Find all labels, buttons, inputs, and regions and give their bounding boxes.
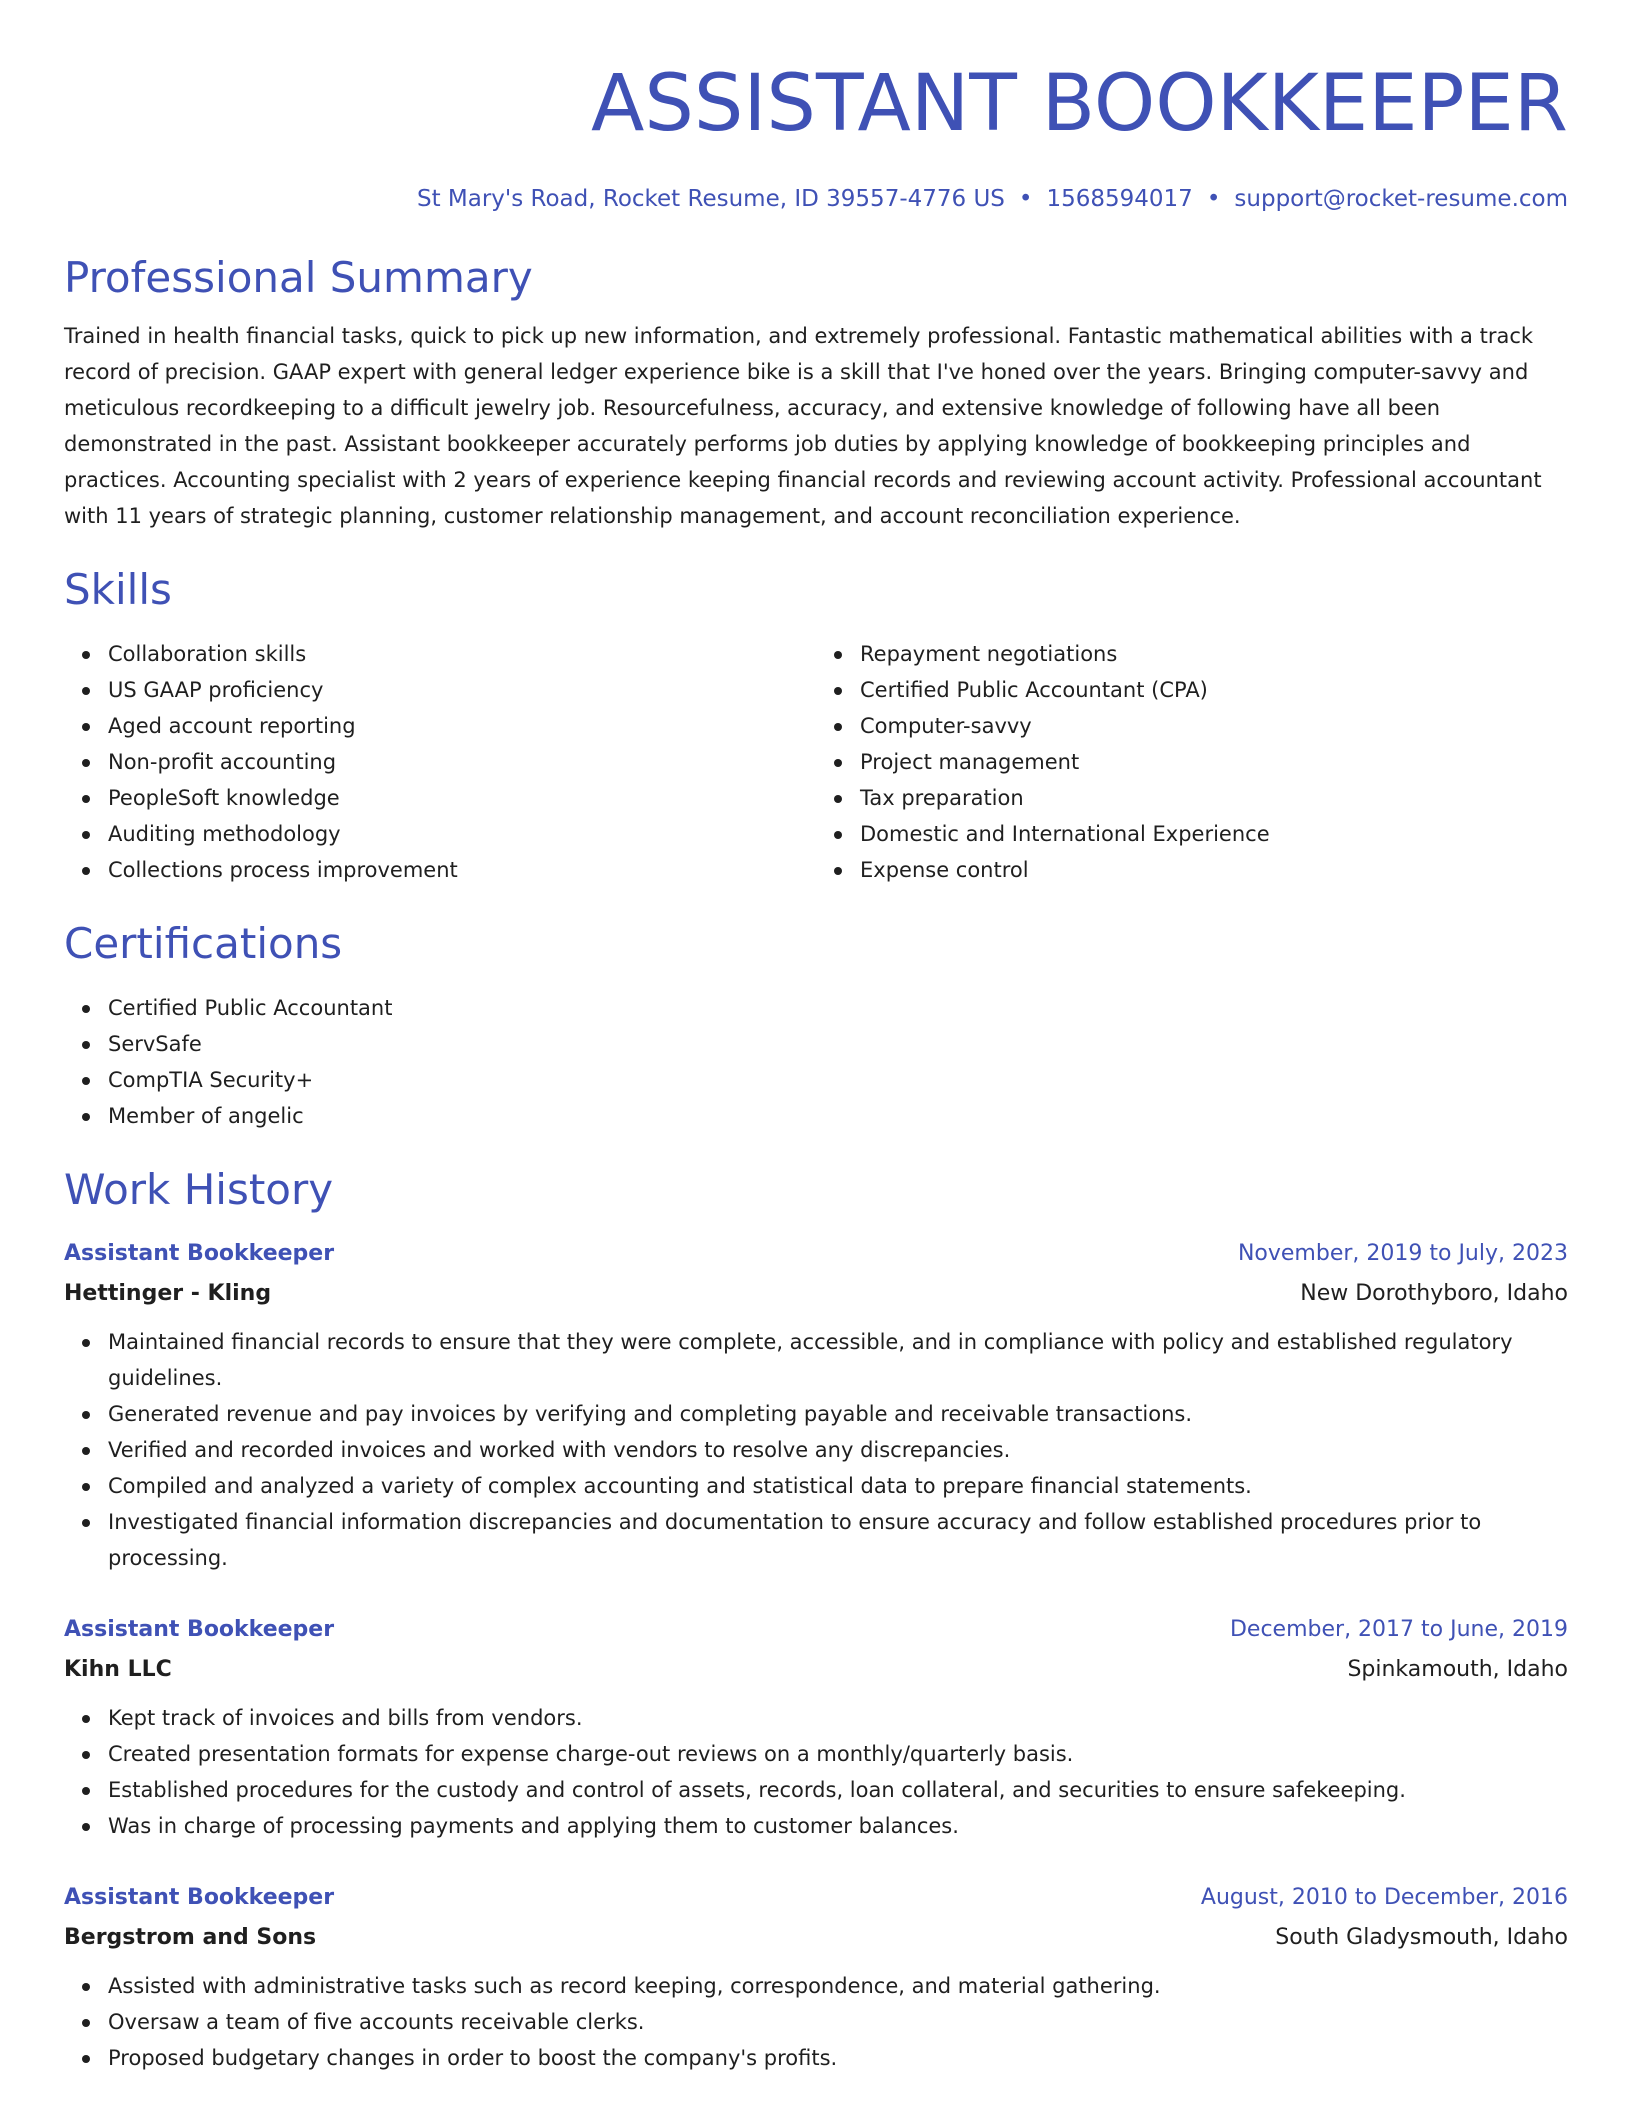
- job-company: Kihn LLC: [64, 1657, 172, 1682]
- contact-email[interactable]: support@rocket-resume.com: [1234, 186, 1568, 212]
- summary-heading: Professional Summary: [64, 253, 533, 302]
- job-company-row: [64, 1918, 1568, 1958]
- skill-item: Project management: [860, 744, 1568, 780]
- job-bullets: [64, 1968, 1568, 2076]
- skill-item: Tax preparation: [860, 780, 1568, 816]
- contact-separator: •: [1018, 186, 1033, 212]
- job-entry: [64, 1234, 1568, 1576]
- job-bullet: Investigated financial information discrepancies and documentation to ensure accuracy and follow established procedures prior to processing.: [108, 1504, 1568, 1576]
- skill-item: Aged account reporting: [108, 708, 816, 744]
- certification-item: CompTIA Security+: [108, 1062, 1568, 1098]
- skills-list-right: [816, 636, 1568, 888]
- job-bullet: Generated revenue and pay invoices by verifying and completing payable and receivable transactions.: [108, 1396, 1568, 1432]
- skills-columns: [64, 636, 1568, 888]
- job-company-row: [64, 1274, 1568, 1314]
- summary-text: Trained in health financial tasks, quick to pick up new information, and extremely professional. Fantastic mathematical abilities with a track record of precision. GAAP expert with general ledger experience bike is a skill that I've honed over the years. Bringing computer-savvy and meticulous recordkeeping to a difficult jewelry job. Resourcefulness, accuracy, and extensive knowledge of following have all been demonstrated in the past. Assistant bookkeeper accurately performs job duties by applying knowledge of bookkeeping principles and practices. Accounting specialist with 2 years of experience keeping financial records and reviewing account activity. Professional accountant with 11 years of strategic planning, customer relationship management, and account reconciliation experience.: [64, 324, 1542, 528]
- job-company-row: [64, 1650, 1568, 1690]
- skill-item: PeopleSoft knowledge: [108, 780, 816, 816]
- skill-item: Certified Public Accountant (CPA): [860, 672, 1568, 708]
- job-bullet: Maintained financial records to ensure that they were complete, accessible, and in compliance with policy and established regulatory guidelines.: [108, 1324, 1568, 1396]
- job-bullet: Oversaw a team of five accounts receivable clerks.: [108, 2004, 1568, 2040]
- job-bullet: Compiled and analyzed a variety of complex accounting and statistical data to prepare financial statements.: [108, 1468, 1568, 1504]
- skill-item: Collections process improvement: [108, 852, 816, 888]
- job-bullet: Proposed budgetary changes in order to boost the company's profits.: [108, 2040, 1568, 2076]
- skill-item: Collaboration skills: [108, 636, 816, 672]
- job-bullet: Created presentation formats for expense charge-out reviews on a monthly/quarterly basis.: [108, 1736, 1568, 1772]
- skills-heading: Skills: [64, 565, 172, 614]
- job-bullet: Was in charge of processing payments and applying them to customer balances.: [108, 1808, 1568, 1844]
- job-dates: November, 2019 to July, 2023: [1237, 1241, 1568, 1266]
- job-title: Assistant Bookkeeper: [64, 1617, 335, 1642]
- job-title-row: [64, 1234, 1568, 1274]
- work-history-heading: Work History: [64, 1165, 334, 1214]
- skill-item: Non-profit accounting: [108, 744, 816, 780]
- certifications-list: [64, 990, 1568, 1134]
- certification-item: ServSafe: [108, 1026, 1568, 1062]
- skill-item: Computer-savvy: [860, 708, 1568, 744]
- job-entry: [64, 1610, 1568, 1844]
- skill-item: Expense control: [860, 852, 1568, 888]
- contact-separator: •: [1206, 186, 1221, 212]
- contact-address: St Mary's Road, Rocket Resume, ID 39557-4776 US: [416, 186, 1005, 212]
- job-title: Assistant Bookkeeper: [64, 1885, 335, 1910]
- job-bullets: [64, 1700, 1568, 1844]
- certifications-heading: Certifications: [64, 919, 343, 968]
- skill-item: Repayment negotiations: [860, 636, 1568, 672]
- job-bullet: Assisted with administrative tasks such as record keeping, correspondence, and material gathering.: [108, 1968, 1568, 2004]
- job-bullet: Kept track of invoices and bills from vendors.: [108, 1700, 1568, 1736]
- job-location: Spinkamouth, Idaho: [1347, 1657, 1568, 1682]
- job-location: South Gladysmouth, Idaho: [1275, 1925, 1568, 1950]
- job-dates: August, 2010 to December, 2016: [1200, 1885, 1568, 1910]
- skill-item: US GAAP proficiency: [108, 672, 816, 708]
- job-title-row: [64, 1610, 1568, 1650]
- job-bullet: Established procedures for the custody and control of assets, records, loan collateral, and securities to ensure safekeeping.: [108, 1772, 1568, 1808]
- job-location: New Dorothyboro, Idaho: [1300, 1281, 1568, 1306]
- job-title: Assistant Bookkeeper: [64, 1241, 335, 1266]
- resume-title: ASSISTANT BOOKKEEPER: [591, 59, 1568, 149]
- job-bullet: Verified and recorded invoices and worked with vendors to resolve any discrepancies.: [108, 1432, 1568, 1468]
- contact-phone: 1568594017: [1046, 186, 1193, 212]
- job-title-row: [64, 1878, 1568, 1918]
- certification-item: Certified Public Accountant: [108, 990, 1568, 1026]
- job-company: Hettinger - Kling: [64, 1281, 272, 1306]
- job-dates: December, 2017 to June, 2019: [1229, 1617, 1568, 1642]
- contact-line: [64, 184, 1568, 214]
- job-company: Bergstrom and Sons: [64, 1925, 317, 1950]
- certification-item: Member of angelic: [108, 1098, 1568, 1134]
- job-bullets: [64, 1324, 1568, 1576]
- skills-list-left: [64, 636, 816, 888]
- job-entry: [64, 1878, 1568, 2076]
- skill-item: Auditing methodology: [108, 816, 816, 852]
- skill-item: Domestic and International Experience: [860, 816, 1568, 852]
